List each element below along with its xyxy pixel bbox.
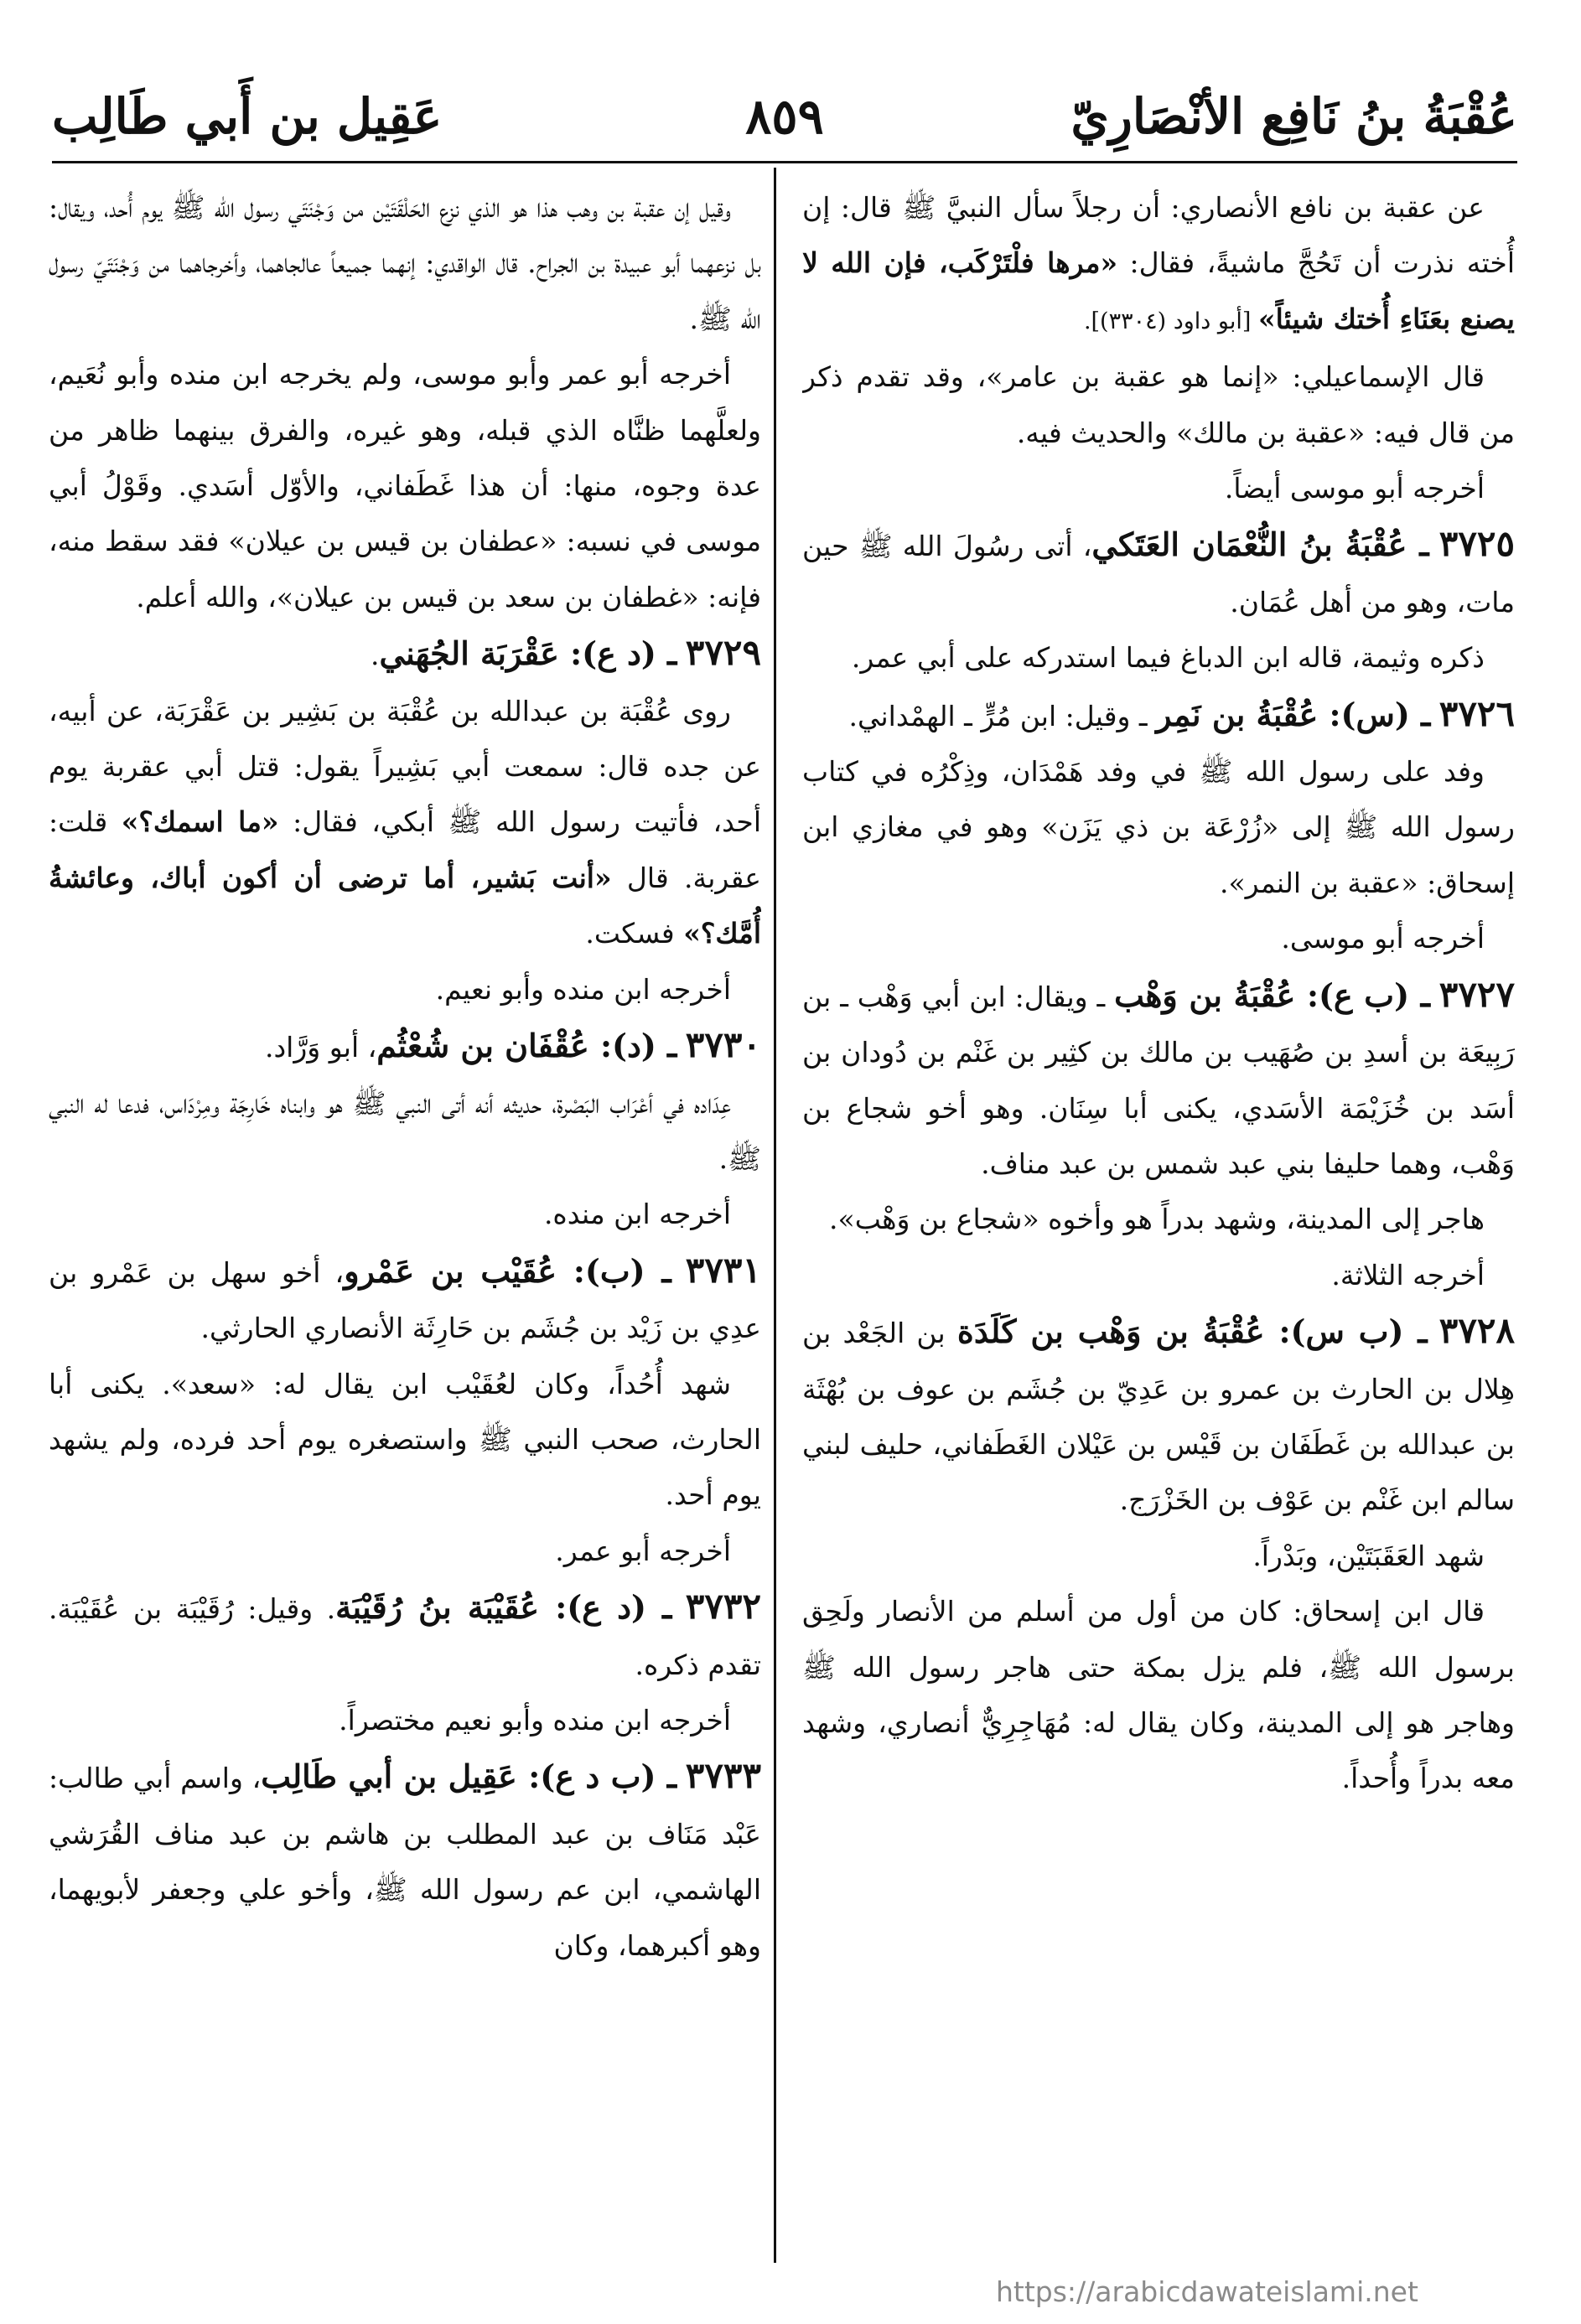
entry-3731: ٣٧٣١ ـ (ب): عُقَيْب بن عَمْرو، أخو سهل بن عَمْرو بن عدِي بن زَيْد بن جُشَم بن حَارِثَة الأنصاري الحارثي. (49, 1249, 761, 1345)
entry-3730: ٣٧٣٠ ـ (د): عُقْفَان بن شُعْثُم، أبو وَرَّاد. (265, 1024, 761, 1066)
running-title-left: عَقِيل بن أَبي طَالِب (52, 88, 443, 145)
paragraph: قال الإسماعيلي: «إنما هو عقبة بن عامر»، وقد تقدم ذكر من قال فيه: «عقبة بن مالك» والحديث فيه. (802, 360, 1515, 449)
entry-name: ـ (ب): عُقَيْب بن عَمْرو (344, 1251, 671, 1290)
paragraph: روى عُقْبَة بن عبدالله بن عُقْبَة بن بَشِير بن عَقْرَبَة، عن أبيه، عن جده قال: سمعت أبي بَشِيراً يقول: قتل أبي عقربة يوم أحد، فأتيت رسول الله ﷺ أبكي، فقال: «ما اسمك؟» قلت: عقربة. قال «أنت بَشير، أما ترضى أن أكون أباك، وعائشةُ أُمَّك؟» فسكت. (49, 694, 761, 950)
right-column (802, 180, 1515, 2284)
entry-number: ٣٧٢٨ (1438, 1310, 1515, 1352)
entry-3727: ٣٧٢٧ ـ (ب ع): عُقْبَةُ بن وَهْب ـ ويقال: ابن أبي وَهْب ـ بن رَبِيعَة بن أسدِ بن صُهَيب بن مالك بن كثِير بن غَنْم بن دُودان بن أسَد بن خُزَيْمَة الأسَدي، يكنى أبا سِنَان. وهو أخو شجاع بن وَهْب، وهما حليفا بني عبد شمس بن عبد مناف. (802, 973, 1515, 1180)
entry-3728: ٣٧٢٨ ـ (ب س): عُقْبَةُ بن وَهْب بن كَلَدَة بن الجَعْد بن هِلال بن الحارث بن عمرو بن عَدِيّ بن جُشَم بن عوف بن بُهْثَة بن عبدالله بن غَطَفَان بن قَيْس بن عَيْلان الغَطَفاني، حليف لبني سالم ابن غَنْم بن عَوْف بن الخَزْرَج. (802, 1310, 1515, 1517)
paragraph: ذكره وثيمة، قاله ابن الدباغ فيما استدركه على أبي عمر. (851, 641, 1485, 675)
entry-name: ـ (د): عُقْفَان بن شُعْثُم (376, 1027, 677, 1065)
page-number: ٨٥٩ (745, 88, 824, 145)
entry-number: ٣٧٣٣ (685, 1755, 761, 1797)
paragraph: أخرجه ابن منده. (543, 1198, 731, 1231)
paragraph: عِدَاده في أعْرَاب البَصْرة، حديثه أنه أتى النبي ﷺ هو وابناه خَارِجَة ومِرْدَاس، فدعا له النبي ﷺ. (49, 1086, 761, 1175)
entry-number: ٣٧٢٧ (1438, 973, 1515, 1015)
page-header (52, 80, 1517, 163)
entry-3725: ٣٧٢٥ ـ عُقْبَةُ بنُ النُّعْمَان العَتَكي، أتى رسُولَ الله ﷺ حين مات، وهو من أهل عُمَان. (802, 523, 1515, 619)
paragraph: وفد على رسول الله ﷺ في وفد هَمْدَان، وذِكْرُه في كتاب رسول الله ﷺ إلى «زُرْعَة بن ذي يَزَن» وهو في مغازي ابن إسحاق: «عقبة بن النمر». (802, 755, 1515, 899)
entry-3732: ٣٧٣٢ ـ (د ع): عُقَيْبَة بنُ رُقَيْبَة. وقيل: رُقَيْبَة بن عُقَيْبَة. تقدم ذكره. (49, 1586, 761, 1681)
paragraph: شهد العَقَبَتَيْن، وبَدْراً. (1252, 1539, 1485, 1572)
entry-number: ٣٧٢٦ (1438, 692, 1515, 734)
entry-name: ـ (د ع): عُقَيْبَة بنُ رُقَيْبَة (335, 1588, 672, 1627)
header-rule (52, 161, 1517, 163)
paragraph: شهد أُحُداً، وكان لعُقَيْب ابن يقال له: «سعد». يكنى أبا الحارث، صحب النبي ﷺ واستصغره يوم أحد فرده، ولم يشهد يوم أحد. (49, 1367, 761, 1512)
paragraph: أخرجه ابن منده وأبو نعيم. (435, 972, 731, 1006)
column-divider (774, 168, 776, 2263)
paragraph: هاجر إلى المدينة، وشهد بدراً هو وأخوه «شجاع بن وَهْب». (829, 1203, 1485, 1236)
entry-name: ـ (ب س): عُقْبَةُ بن وَهْب بن كَلَدَة (956, 1312, 1428, 1351)
paragraph: أخرجه أبو عمر وأبو موسى، ولم يخرجه ابن منده وأبو نُعَيم، ولعلَّهما ظنَّاه الذي قبله، وهو غيره، والفرق بينهما ظاهر من عدة وجوه، منها: أن هذا غَطَفاني، والأوّل أسَدي. وقَوْلُ أبي موسى في نسبه: «عطفان بن قيس بن عيلان» فقد سقط منه، فإنه: «غطفان بن سعد بن قيس بن عيلان»، والله أعلم. (49, 358, 761, 613)
entry-number: ٣٧٣٠ (685, 1024, 761, 1066)
paragraph: أخرجه الثلاثة. (1331, 1258, 1485, 1291)
entry-name: ـ (ب د ع): عَقِيل بن أبي طَالِب (261, 1757, 677, 1796)
paragraph: أخرجه أبو موسى. (1281, 922, 1485, 955)
entry-3729: ٣٧٢٩ ـ (د ع): عَقْرَبَة الجُهَني. (371, 632, 761, 674)
entry-name: ـ (س): عُقْبَةُ بن نَمِر (1156, 695, 1431, 733)
entry-number: ٣٧٢٩ (685, 632, 761, 674)
entry-3726: ٣٧٢٦ ـ (س): عُقْبَةُ بن نَمِر ـ وقيل: ابن مُرٍّ ـ الهمْداني. (848, 692, 1515, 734)
entry-name: ـ (ب ع): عُقْبَةُ بن وَهْب (1114, 976, 1430, 1014)
entry-number: ٣٧٣١ (685, 1249, 761, 1291)
left-column (49, 180, 761, 2284)
entry-name: ـ عُقْبَةُ بنُ النُّعْمَان العَتَكي (1091, 525, 1429, 564)
entry-number: ٣٧٣٢ (685, 1586, 761, 1628)
paragraph: قال ابن إسحاق: كان من أول من أسلم من الأنصار ولَحِق برسول الله ﷺ، فلم يزل بمكة حتى هاجر رسول الله ﷺ وهاجر هو إلى المدينة، وكان يقال له: مُهَاجِرِيٌّ أنصاري، وشهد معه بدراً وأُحداً. (802, 1595, 1515, 1795)
paragraph: أخرجه أبو عمر. (555, 1534, 731, 1567)
running-title-right: عُقْبَةُ بنُ نَافِع الأنْصَارِيّ (1070, 88, 1517, 145)
watermark-url: https://arabicdawateislami.net (996, 2275, 1418, 2308)
entry-name: ـ (د ع): عَقْرَبَة الجُهَني (379, 634, 677, 673)
paragraph: أخرجه ابن منده وأبو نعيم مختصراً. (339, 1703, 731, 1737)
paragraph: أخرجه أبو موسى أيضاً. (1224, 472, 1485, 505)
paragraph: عن عقبة بن نافع الأنصاري: أن رجلاً سأل النبيَّ ﷺ قال: إن أُخته نذرت أن تَحُجَّ ماشيةً، فقال: «مرها فلْتَرْكَب، فإن الله لا يصنع بعَنَاءِ أُختك شيئاً» [أبو داود (٣٣٠٤)]. (802, 191, 1515, 335)
entry-number: ٣٧٢٥ (1438, 523, 1515, 565)
entry-3733: ٣٧٣٣ ـ (ب د ع): عَقِيل بن أبي طَالِب، واسم أبي طالب: عَبْد مَنَاف بن عبد المطلب بن هاشم بن عبد مناف القُرَشي الهاشمي، ابن عم رسول الله ﷺ، وأخو علي وجعفر لأبويهما، وهو أكبرهما، وكان (49, 1755, 761, 1962)
paragraph: وقيل إن عقبة بن وهب هذا هو الذي نزع الحَلْقَتَيْن من وَجْنَتَي رسول الله ﷺ يوم أُحد، ويقال: بل نزعهما أبو عبيدة بن الجراح. قال الواقدي: إنهما جميعاً عالجاهما، وأخرجاهما من وَجْنَتَيّ رسول الله ﷺ. (49, 191, 761, 335)
